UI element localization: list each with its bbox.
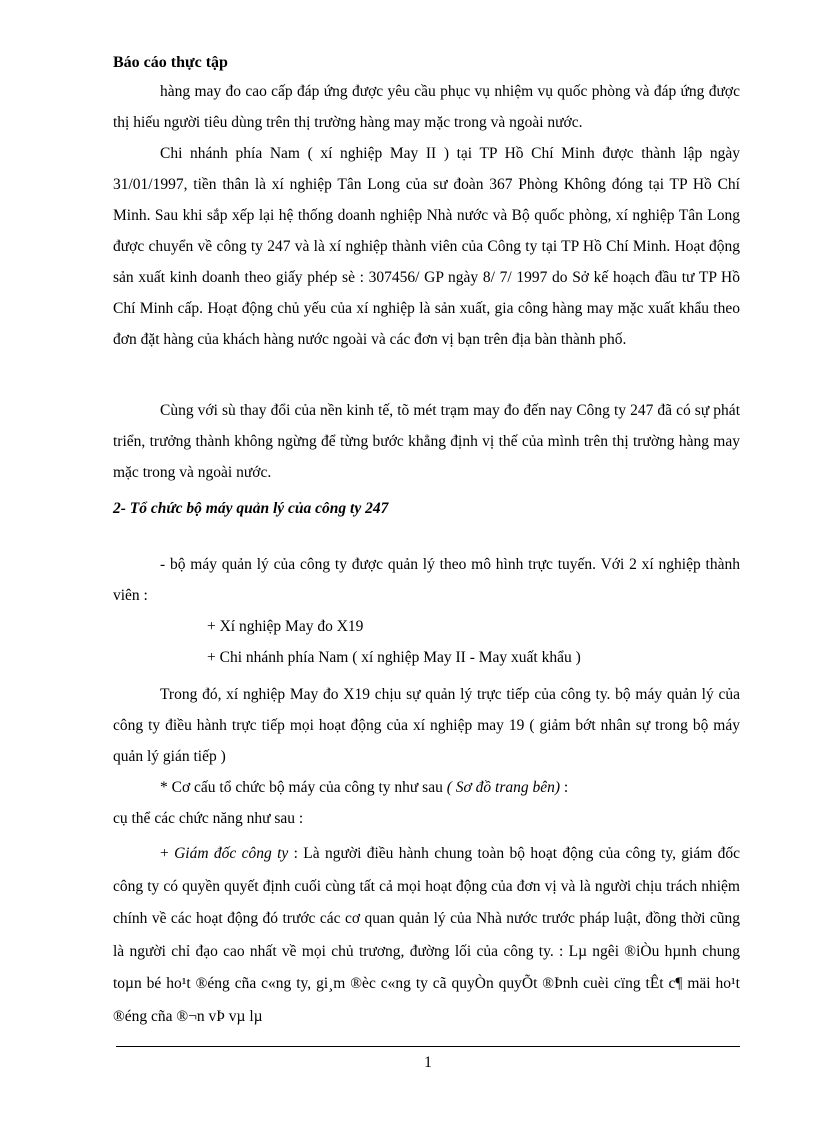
paragraph-x19: Trong đó, xí nghiệp May đo X19 chịu sự quản lý trực tiếp của công ty. bộ máy quản lý của công ty điều hành trực tiếp mọi hoạt động của xí nghiệp may 19 ( giảm bớt nhân sự trong bộ máy quản lý gián tiếp ) xyxy=(113,686,740,765)
paragraph-structure xyxy=(113,772,740,803)
paragraph-management-model: - bộ máy quản lý của công ty được quản lý theo mô hình trực tuyến. Với 2 xí nghiệp thành viên : xyxy=(113,556,740,604)
footer-divider xyxy=(116,1046,740,1047)
paragraph-development: Cùng với sù thay đổi của nền kinh tế, tõ mét trạm may đo đến nay Công ty 247 đã có sự phát triển, trưởng thành không ngừng để từng bước khẳng định vị thế của mình trên thị trường hàng may mặc trong và ngoài nước. xyxy=(113,402,740,481)
page-number: 1 xyxy=(424,1054,432,1071)
page-header-title: Báo cáo thực tập xyxy=(113,54,228,71)
list-item: + Xí nghiệp May đo X19 xyxy=(207,618,364,635)
structure-lead-text: * Cơ cấu tổ chức bộ máy của công ty như sau xyxy=(160,779,447,796)
director-description: : Là người điều hành chung toàn bộ hoạt động của công ty, giám đốc công ty có quyền quyết định cuối cùng tất cả mọi hoạt động của đơn vị và là người chịu trách nhiệm chính về các hoạt động đó trước các cơ quan quản lý của Nhà nước trước pháp luật, đồng thời cũng là người chỉ đạo cao nhất về mọi chủ trương, đường lối của công ty. : Lµ ngêi ®iÒu hµnh chung toµn bé ho¹t ®éng cña c«ng ty, gi¸m ®èc c«ng ty cã quyÒn quyÕt ®Þnh cuèi cïng tÊt c¶ mäi ho¹t ®éng cña ®¬n vÞ vµ lµ xyxy=(113,845,741,1025)
diagram-reference: ( Sơ đồ trang bên) xyxy=(446,779,561,796)
section-heading: 2- Tổ chức bộ máy quản lý của công ty 247 xyxy=(113,500,389,517)
paragraph-director xyxy=(113,838,740,1033)
structure-tail-text: : xyxy=(560,779,569,796)
paragraph-southern-branch: Chi nhánh phía Nam ( xí nghiệp May II ) tại TP Hồ Chí Minh được thành lập ngày 31/01/1997, tiền thân là xí nghiệp Tân Long của sư đoàn 367 Phòng Không đóng tại TP Hồ Chí Minh. Sau khi sắp xếp lại hệ thống doanh nghiệp Nhà nước và Bộ quốc phòng, xí nghiệp Tân Long được chuyển về công ty 247 và là xí nghiệp thành viên của Công ty tại TP Hồ Chí Minh. Hoạt động sản xuất kinh doanh theo giấy phép sè : 307456/ GP ngày 8/ 7/ 1997 do Sở kế hoạch đầu tư TP Hồ Chí Minh cấp. Hoạt động chủ yếu của xí nghiệp là sản xuất, gia công hàng may mặc xuất khẩu theo đơn đặt hàng của khách hàng nước ngoài và các đơn vị bạn trên địa bàn thành phố. xyxy=(113,145,740,348)
paragraph-functions-intro: cụ thể các chức năng như sau : xyxy=(113,810,304,827)
director-bullet: + xyxy=(160,845,175,862)
paragraph-continuation: hàng may đo cao cấp đáp ứng được yêu cầu phục vụ nhiệm vụ quốc phòng và đáp ứng được thị hiếu người tiêu dùng trên thị trường hàng may mặc trong và ngoài nước. xyxy=(113,83,740,131)
list-item: + Chi nhánh phía Nam ( xí nghiệp May II - May xuất khẩu ) xyxy=(207,649,581,666)
director-title: Giám đốc công ty xyxy=(174,845,289,862)
